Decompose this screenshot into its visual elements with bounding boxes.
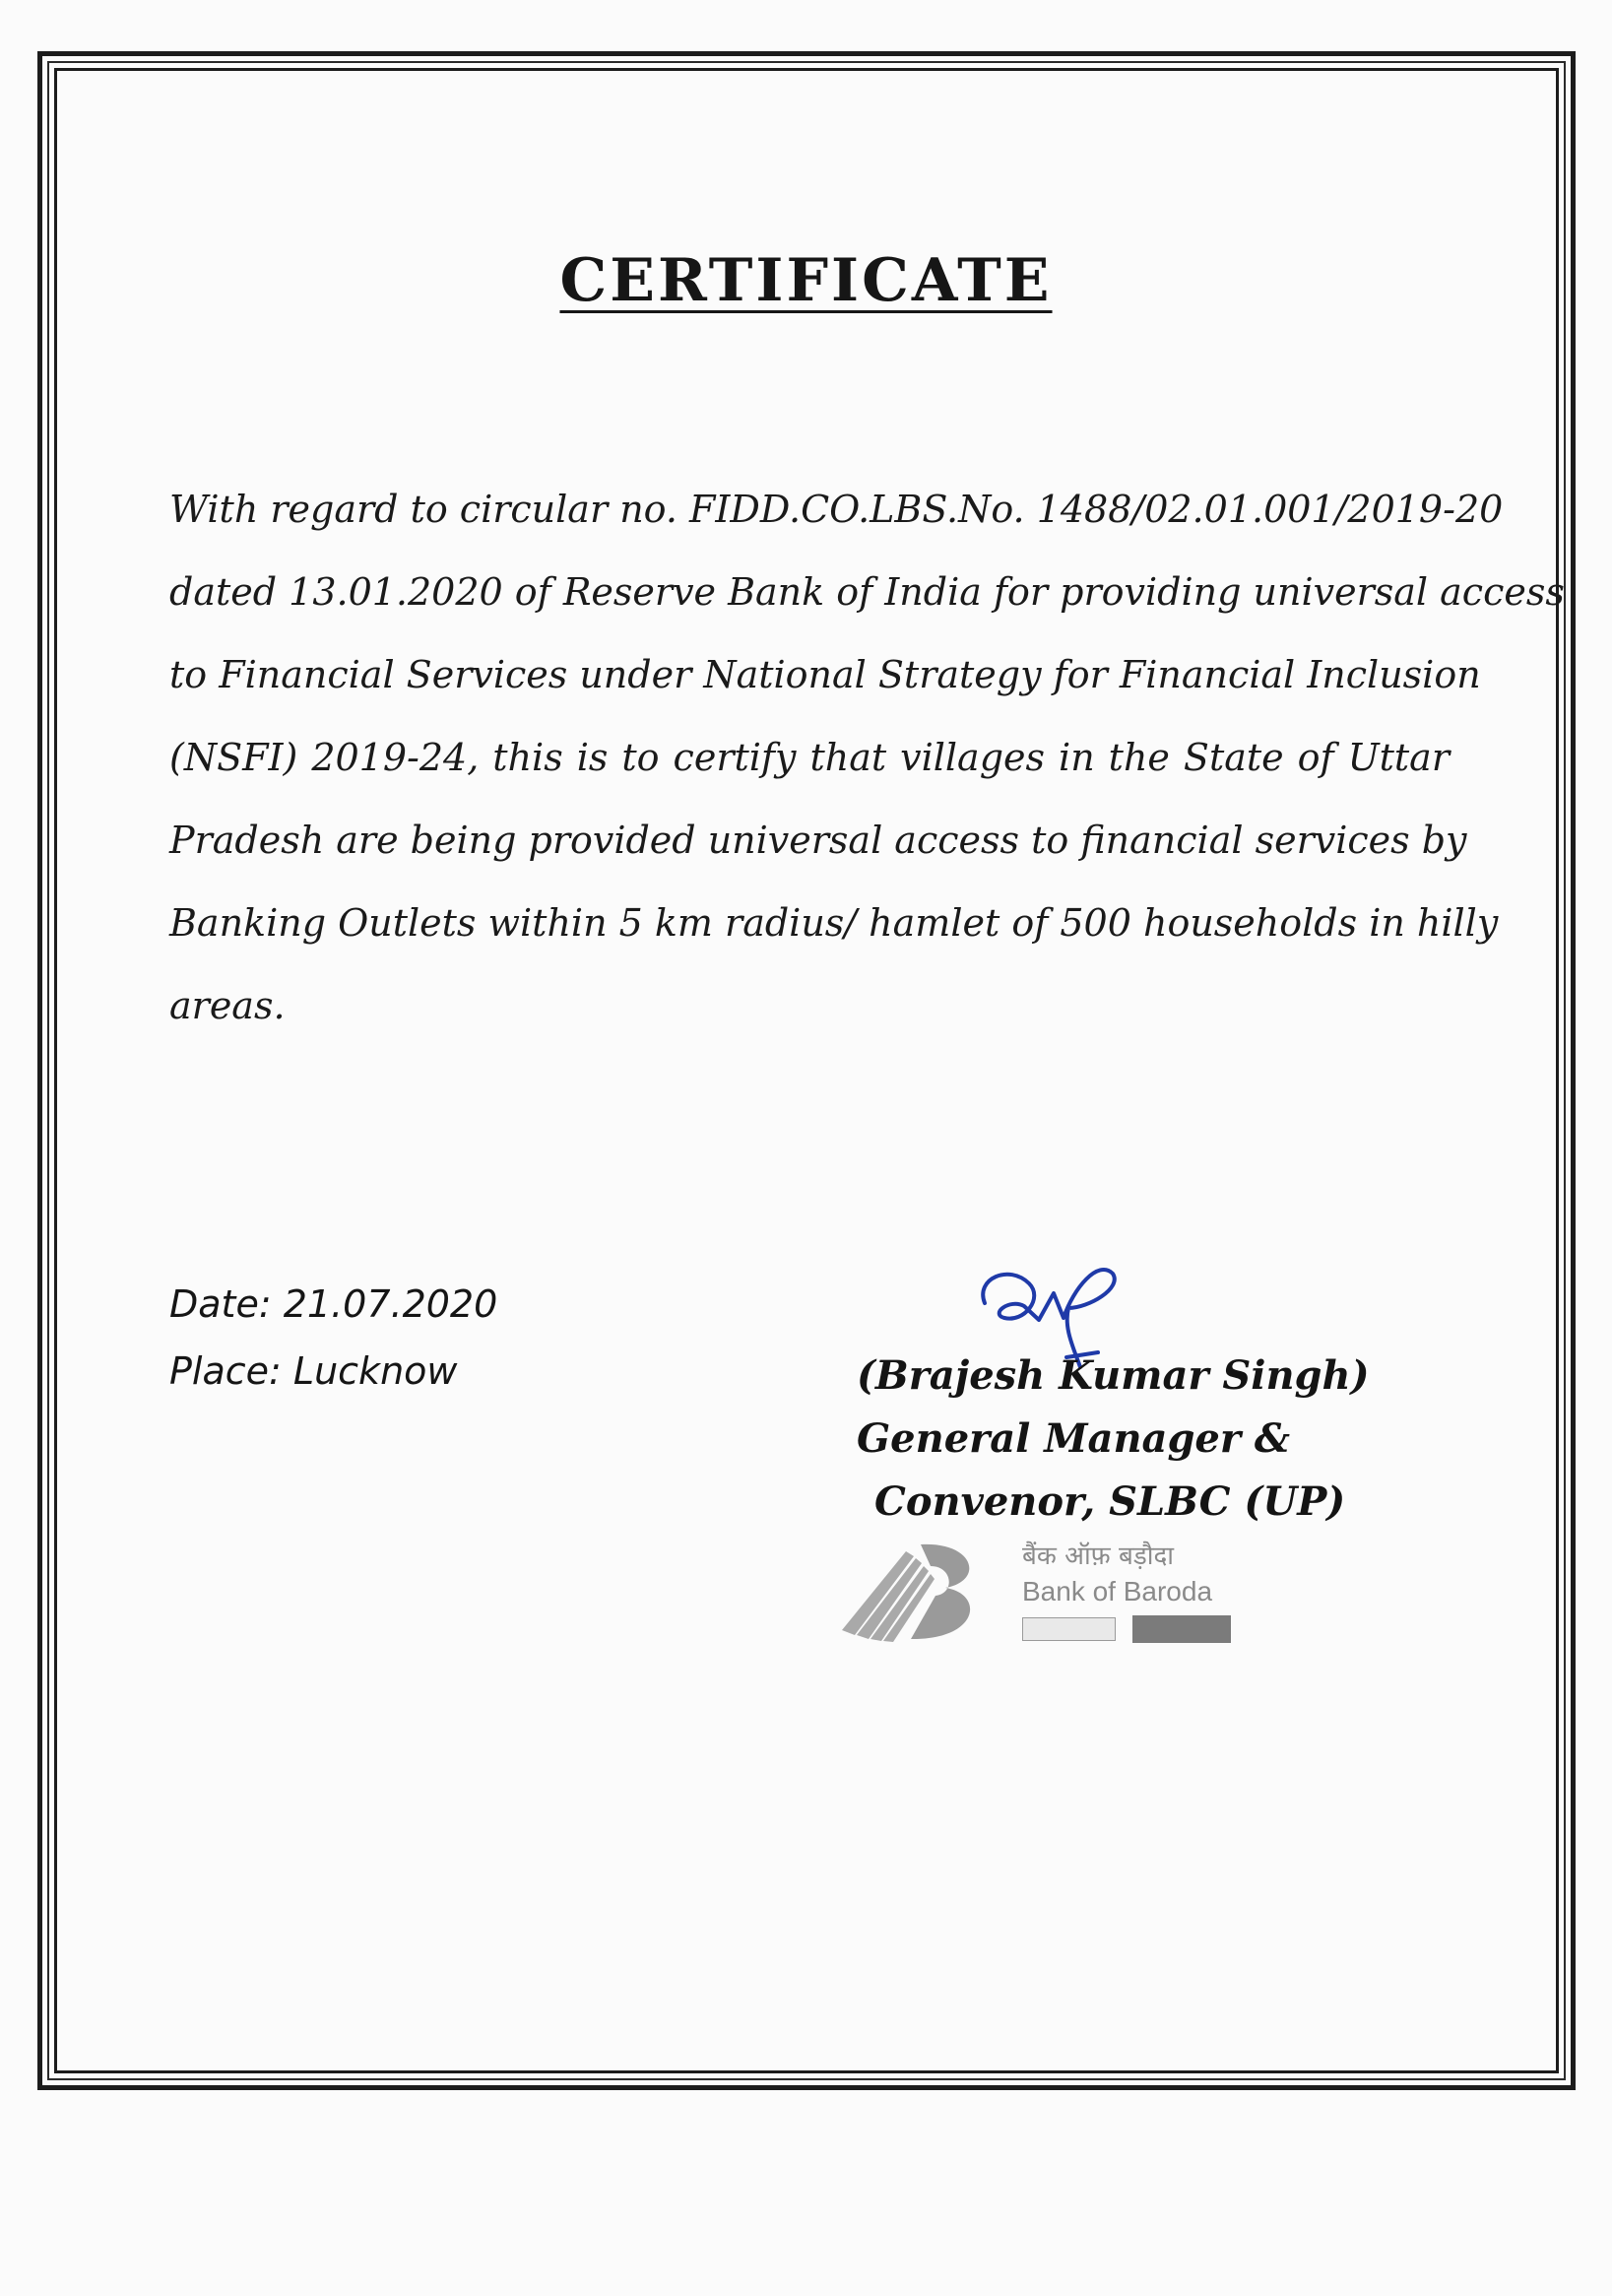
vijaya-bank-badge-icon xyxy=(1022,1617,1116,1641)
page-border-inner xyxy=(54,68,1565,2073)
body-line: dated 13.01.2020 of Reserve Bank of India for providing universal access xyxy=(169,570,1565,614)
signatory-role: Convenor, SLBC (UP) xyxy=(874,1478,1346,1525)
place-line: Place: Lucknow xyxy=(169,1349,458,1393)
signatory-title: General Manager & xyxy=(857,1415,1290,1462)
dena-bank-badge-icon xyxy=(1132,1615,1231,1643)
body-line: to Financial Services under National Strategy for Financial Inclusion xyxy=(169,653,1481,696)
signatory-block xyxy=(857,1345,1369,1534)
body-line: (NSFI) 2019-24, this is to certify that villages in the State of Uttar xyxy=(169,736,1450,779)
bank-of-baroda-logo-icon xyxy=(837,1537,985,1645)
body-line: With regard to circular no. FIDD.CO.LBS.No. 1488/02.01.001/2019-20 xyxy=(169,488,1504,531)
bank-name-hindi: बैंक ऑफ़ बड़ौदा xyxy=(1022,1542,1175,1571)
body-line: areas. xyxy=(169,984,286,1027)
signatory-name: (Brajesh Kumar Singh) xyxy=(857,1352,1370,1399)
date-line: Date: 21.07.2020 xyxy=(169,1282,498,1326)
bank-logo-stamp xyxy=(837,1537,1251,1645)
date-place-block xyxy=(169,1271,497,1405)
certificate-title: CERTIFICATE xyxy=(559,246,1053,315)
body-line: Pradesh are being provided universal access to financial services by xyxy=(169,819,1467,862)
merger-badges xyxy=(1022,1615,1244,1643)
body-line: Banking Outlets within 5 km radius/ hamlet of 500 households in hilly xyxy=(169,901,1499,945)
bank-name-english: Bank of Baroda xyxy=(1022,1576,1213,1607)
certificate-body xyxy=(169,468,1565,1047)
